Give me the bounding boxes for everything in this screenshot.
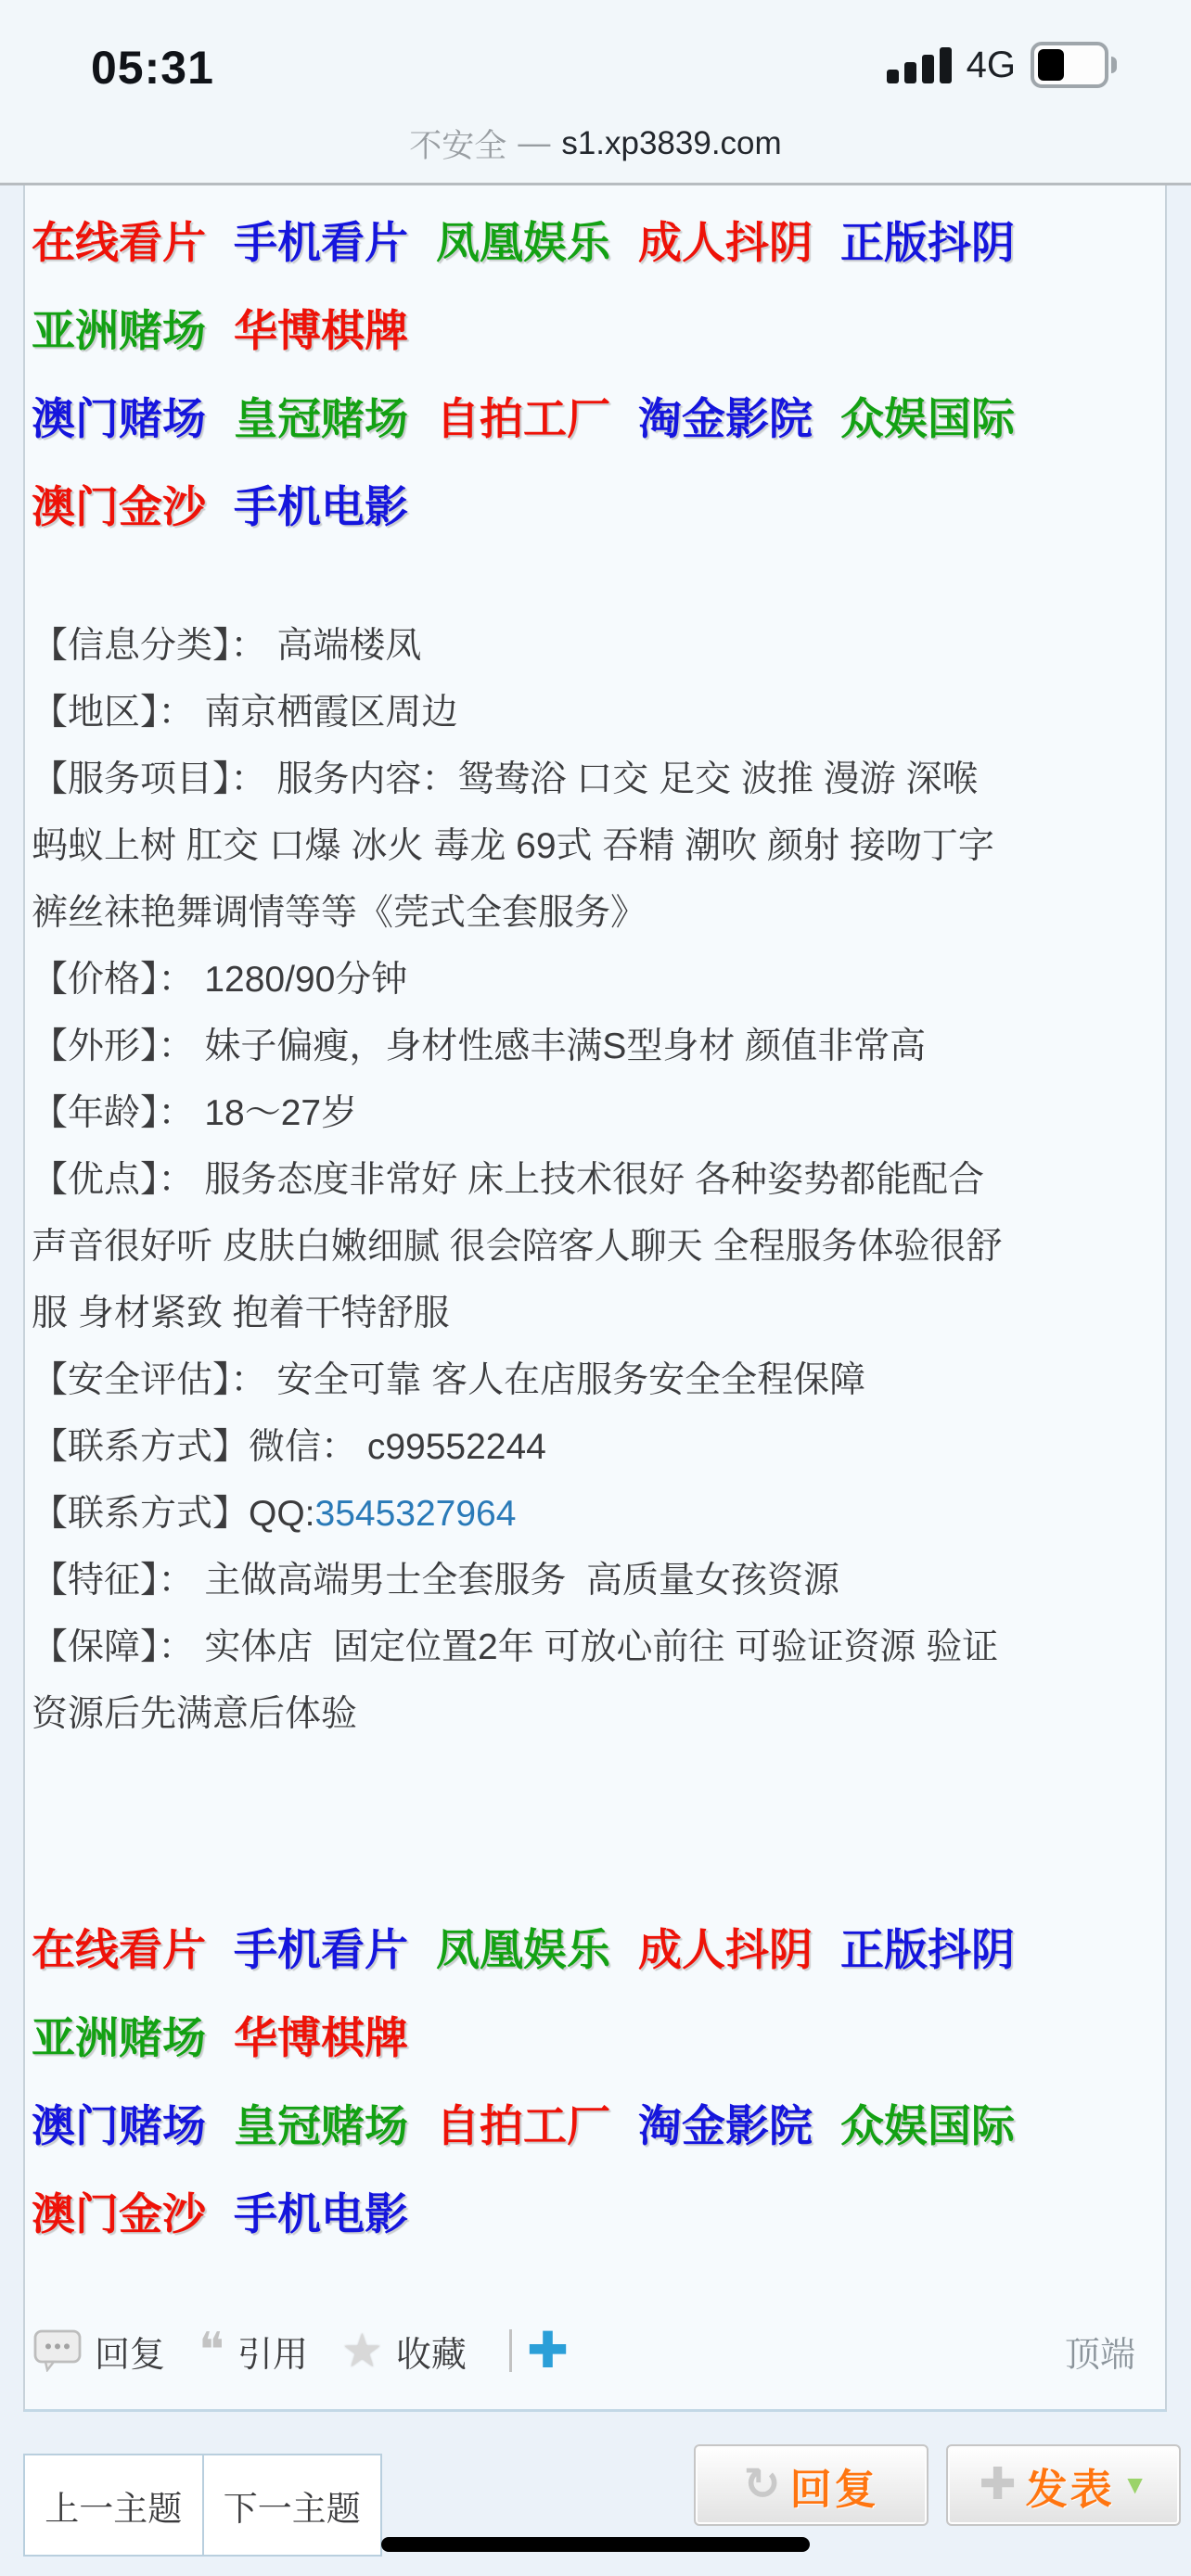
plus-icon[interactable]: ✚ (526, 2323, 570, 2378)
promo-link[interactable]: 凤凰娱乐 (436, 1925, 610, 1974)
url-bar[interactable] (0, 104, 1191, 183)
plus-post-icon: ✚ (979, 2460, 1017, 2509)
dropdown-triangle-icon: ▼ (1121, 2470, 1148, 2499)
post-text-line: 【服务项目】： 服务内容：鸳鸯浴 口交 足交 波推 漫游 深喉 (32, 759, 979, 799)
promo-link[interactable]: 澳门金沙 (32, 2189, 206, 2238)
post-text-line: 蚂蚁上树 肛交 口爆 冰火 毒龙 69式 吞精 潮吹 颜射 接吻丁字 (32, 826, 994, 866)
promo-link[interactable]: 在线看片 (32, 1925, 206, 1974)
url-separator: — (518, 124, 551, 161)
post-text-line: 【特征】： 主做高端男士全套服务 高质量女孩资源 (32, 1561, 840, 1600)
promo-links-row (32, 2170, 1143, 2258)
post-actions-row (32, 2317, 1143, 2384)
web-page (0, 185, 1191, 2576)
qq-number-link[interactable]: 3545327964 (314, 1494, 517, 1534)
network-type-label: 4G (966, 44, 1016, 85)
favorite-star-icon[interactable]: ★ (341, 2325, 383, 2377)
post-body (32, 613, 1143, 1748)
promo-link[interactable]: 在线看片 (32, 218, 206, 267)
promo-link[interactable]: 众娱国际 (840, 2101, 1015, 2150)
promo-link[interactable]: 手机看片 (234, 1925, 408, 1974)
promo-links-row (32, 1994, 1143, 2082)
promo-link[interactable]: 凤凰娱乐 (436, 218, 610, 267)
new-post-button[interactable] (946, 2444, 1181, 2526)
promo-link[interactable]: 淘金影院 (638, 394, 813, 443)
battery-icon (1031, 42, 1108, 88)
promo-link[interactable]: 皇冠赌场 (234, 2101, 408, 2150)
promo-links-row (32, 287, 1143, 375)
post-text-line: 【保障】： 实体店 固定位置2年 可放心前往 可验证资源 验证 (32, 1627, 999, 1667)
post-text-line: 裤丝袜艳舞调情等等《莞式全套服务》 (32, 893, 647, 933)
reply-button[interactable] (694, 2444, 928, 2526)
browser-chrome (0, 0, 1191, 185)
back-to-top-link[interactable]: 顶端 (1064, 2335, 1135, 2375)
post-text-line: 【联系方式】微信： c99552244 (32, 1427, 546, 1467)
promo-link[interactable]: 亚洲赌场 (32, 2013, 206, 2062)
favorite-action[interactable]: 收藏 (395, 2335, 467, 2375)
topic-nav (23, 2454, 382, 2557)
promo-links-row (32, 1906, 1143, 1994)
cellular-signal-icon (887, 47, 952, 83)
reply-arrow-icon: ↻ (743, 2460, 781, 2509)
promo-link[interactable]: 澳门金沙 (32, 482, 206, 531)
post-text-line: 【优点】： 服务态度非常好 床上技术很好 各种姿势都能配合 (32, 1160, 985, 1200)
forum-post-container (23, 185, 1167, 2412)
post-text-line: 【信息分类】： 高端楼凤 (32, 626, 422, 666)
promo-link[interactable]: 亚洲赌场 (32, 306, 206, 355)
promo-links-row (32, 375, 1143, 463)
promo-link[interactable]: 自拍工厂 (436, 2101, 610, 2150)
promo-link[interactable]: 澳门赌场 (32, 394, 206, 443)
promo-link[interactable]: 华博棋牌 (234, 2013, 408, 2062)
contact-label: 【联系方式】QQ: (32, 1494, 315, 1534)
post-text-line: 【价格】： 1280/90分钟 (32, 960, 408, 1000)
post-text-line: 【外形】： 妹子偏瘦，身材性感丰满S型身材 颜值非常高 (32, 1027, 927, 1066)
post-text-line: 声音很好听 皮肤白嫩细腻 很会陪客人聊天 全程服务体验很舒 (32, 1227, 1003, 1267)
home-indicator[interactable] (381, 2537, 810, 2552)
url-domain: s1.xp3839.com (561, 124, 782, 161)
promo-link[interactable]: 手机电影 (234, 482, 408, 531)
post-text-line: 【地区】： 南京栖霞区周边 (32, 693, 458, 733)
quote-icon[interactable]: ❝ (198, 2324, 224, 2378)
new-post-button-label: 发表 (1025, 2465, 1115, 2513)
footer-divider (509, 2329, 512, 2372)
post-text-line: 【年龄】： 18～27岁 (32, 1093, 358, 1133)
reply-button-label: 回复 (789, 2465, 879, 2513)
status-icons (887, 37, 1117, 93)
promo-link[interactable]: 成人抖阴 (638, 218, 813, 267)
promo-links-row (32, 2082, 1143, 2170)
prev-topic-button[interactable]: 上一主题 (25, 2455, 204, 2555)
bottom-action-buttons (694, 2444, 1181, 2526)
battery-nub (1111, 57, 1117, 73)
promo-links-row (32, 198, 1143, 287)
promo-link[interactable]: 手机电影 (234, 2189, 408, 2238)
post-text-line: 【安全评估】： 安全可靠 客人在店服务安全全程保障 (32, 1360, 866, 1400)
promo-links-row (32, 463, 1143, 551)
promo-link[interactable]: 皇冠赌场 (234, 394, 408, 443)
promo-link[interactable]: 华博棋牌 (234, 306, 408, 355)
post-text-line: 服 身材紧致 抱着干特舒服 (32, 1294, 450, 1333)
promo-links-block-top (32, 198, 1143, 551)
reply-bubble-icon[interactable] (33, 2329, 82, 2372)
reply-action[interactable]: 回复 (95, 2335, 166, 2375)
promo-link[interactable]: 自拍工厂 (436, 394, 610, 443)
security-warning-label: 不安全 (409, 127, 507, 164)
promo-link[interactable]: 澳门赌场 (32, 2101, 206, 2150)
promo-link[interactable]: 正版抖阴 (840, 218, 1015, 267)
status-time: 05:31 (91, 42, 214, 94)
post-text-line: 资源后先满意后体验 (32, 1694, 358, 1734)
status-bar (0, 0, 1191, 104)
promo-link[interactable]: 成人抖阴 (638, 1925, 813, 1974)
quote-action[interactable]: 引用 (237, 2335, 309, 2375)
promo-link[interactable]: 淘金影院 (638, 2101, 813, 2150)
post-text-line (32, 1481, 1143, 1548)
promo-link[interactable]: 手机看片 (234, 218, 408, 267)
promo-link[interactable]: 众娱国际 (840, 394, 1015, 443)
next-topic-button[interactable]: 下一主题 (223, 2489, 361, 2528)
promo-links-block-bottom (32, 1906, 1143, 2258)
promo-link[interactable]: 正版抖阴 (840, 1925, 1015, 1974)
